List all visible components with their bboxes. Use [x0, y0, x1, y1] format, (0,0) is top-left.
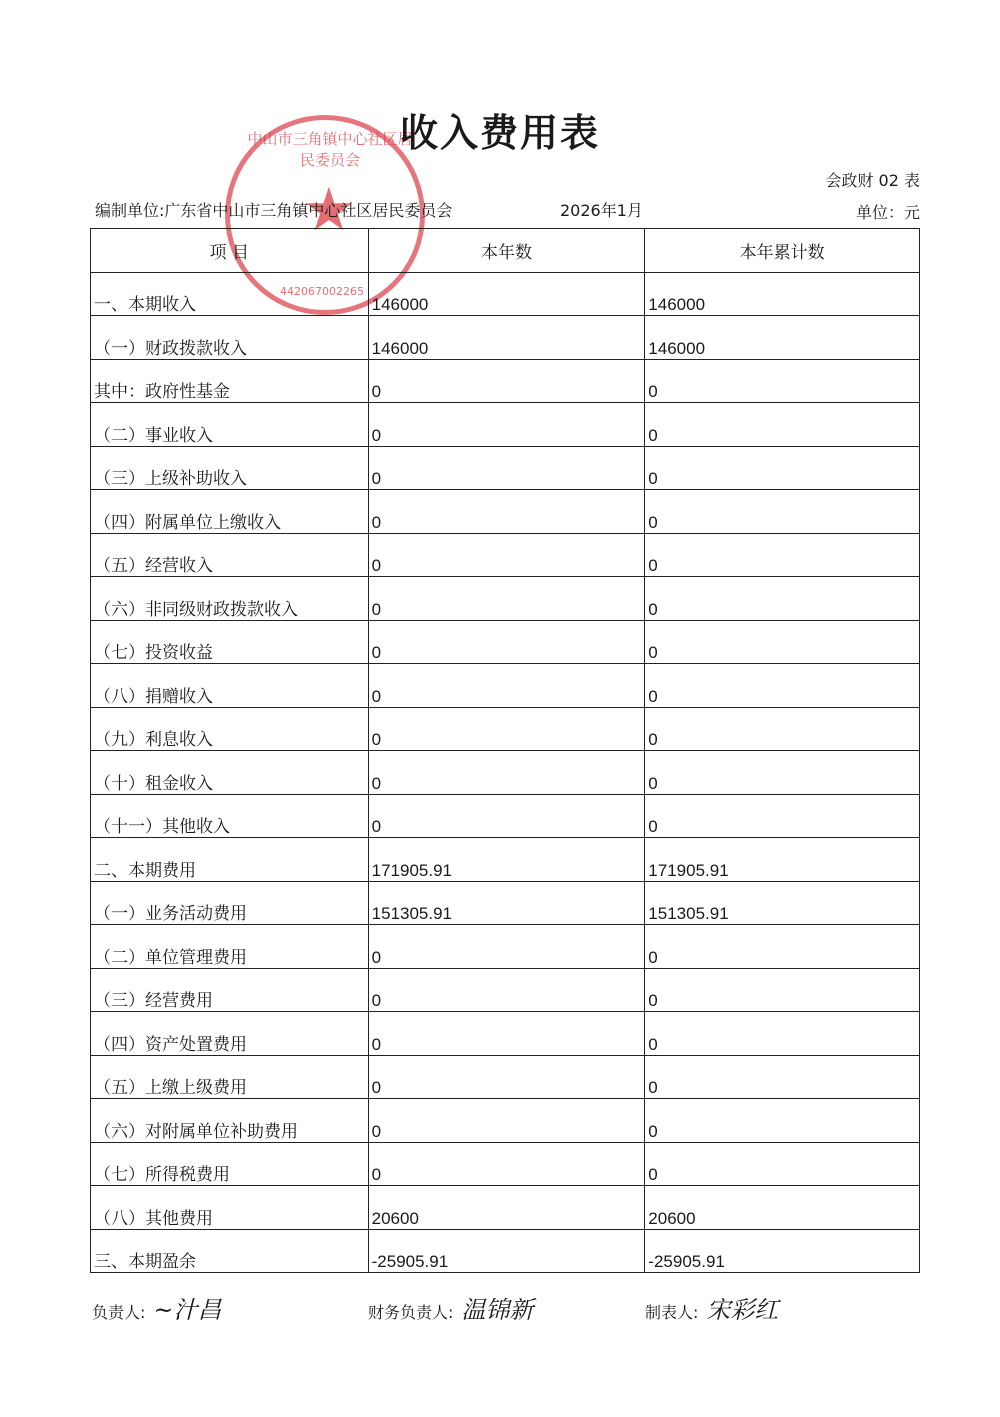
row-cumulative-value: 151305.91: [645, 881, 920, 925]
row-current-value: 0: [368, 446, 645, 490]
row-cumulative-value: 0: [645, 968, 920, 1012]
reporting-unit: 编制单位:广东省中山市三角镇中心社区居民委员会: [95, 201, 453, 220]
row-current-value: 20600: [368, 1186, 645, 1230]
row-item-label: （二）单位管理费用: [91, 925, 369, 969]
row-cumulative-value: 0: [645, 925, 920, 969]
row-item-label: （一）业务活动费用: [91, 881, 369, 925]
table-row: [91, 359, 920, 403]
row-current-value: 146000: [368, 316, 645, 360]
row-item-label: （三）上级补助收入: [91, 446, 369, 490]
row-item-label: 二、本期费用: [91, 838, 369, 882]
row-cumulative-value: 0: [645, 620, 920, 664]
row-item-label: （二）事业收入: [91, 403, 369, 447]
row-item-label: （五）上缴上级费用: [91, 1055, 369, 1099]
table-row: [91, 838, 920, 882]
table-row: [91, 925, 920, 969]
row-item-label: （八）捐赠收入: [91, 664, 369, 708]
row-cumulative-value: 146000: [645, 316, 920, 360]
row-current-value: 0: [368, 707, 645, 751]
table-row: [91, 1142, 920, 1186]
table-row: [91, 1186, 920, 1230]
row-current-value: 151305.91: [368, 881, 645, 925]
responsible-person: [92, 1290, 222, 1325]
row-cumulative-value: 0: [645, 359, 920, 403]
row-current-value: 0: [368, 664, 645, 708]
row-item-label: （八）其他费用: [91, 1186, 369, 1230]
table-row: [91, 664, 920, 708]
row-current-value: 0: [368, 1055, 645, 1099]
table-row: [91, 1099, 920, 1143]
table-row: [91, 1229, 920, 1273]
row-cumulative-value: 0: [645, 664, 920, 708]
star-icon: ★: [302, 175, 356, 245]
table-row: [91, 881, 920, 925]
row-current-value: 0: [368, 620, 645, 664]
row-item-label: 其中：政府性基金: [91, 359, 369, 403]
column-header-current: 本年数: [368, 229, 645, 273]
row-cumulative-value: 0: [645, 1142, 920, 1186]
row-current-value: 0: [368, 1012, 645, 1056]
row-item-label: （三）经营费用: [91, 968, 369, 1012]
form-code: 会政财 02 表: [825, 171, 920, 190]
table-row: [91, 968, 920, 1012]
finance-head: [368, 1290, 533, 1325]
row-current-value: 171905.91: [368, 838, 645, 882]
row-cumulative-value: 0: [645, 751, 920, 795]
finance-head-label: 财务负责人:: [368, 1303, 454, 1322]
row-current-value: 0: [368, 577, 645, 621]
row-cumulative-value: -25905.91: [645, 1229, 920, 1273]
row-item-label: 三、本期盈余: [91, 1229, 369, 1273]
table-row: [91, 533, 920, 577]
row-item-label: 一、本期收入: [91, 272, 369, 316]
row-item-label: （四）资产处置费用: [91, 1012, 369, 1056]
column-header-cumulative: 本年累计数: [645, 229, 920, 273]
finance-head-signature: 温锦新: [461, 1296, 534, 1324]
responsible-signature: ~汁昌: [153, 1296, 222, 1324]
row-current-value: 0: [368, 359, 645, 403]
row-cumulative-value: 0: [645, 490, 920, 534]
preparer-signature: 宋彩红: [706, 1296, 779, 1324]
table-row: [91, 794, 920, 838]
table-row: [91, 1055, 920, 1099]
seal-code: 442067002265: [280, 285, 364, 298]
currency-unit: 单位：元: [855, 203, 920, 222]
table-row: [91, 316, 920, 360]
column-header-item: 项 目: [91, 229, 369, 273]
row-cumulative-value: 0: [645, 1099, 920, 1143]
table-row: [91, 620, 920, 664]
responsible-label: 负责人:: [92, 1303, 146, 1322]
row-item-label: （五）经营收入: [91, 533, 369, 577]
row-cumulative-value: 0: [645, 577, 920, 621]
row-cumulative-value: 0: [645, 403, 920, 447]
row-current-value: 0: [368, 533, 645, 577]
row-item-label: （六）非同级财政拨款收入: [91, 577, 369, 621]
row-current-value: -25905.91: [368, 1229, 645, 1273]
table-row: [91, 1012, 920, 1056]
table-row: [91, 446, 920, 490]
row-current-value: 0: [368, 968, 645, 1012]
row-cumulative-value: 0: [645, 794, 920, 838]
income-expense-table: [90, 228, 920, 1273]
table-row: [91, 707, 920, 751]
seal-text: 中山市三角镇中心社区居民委员会: [247, 130, 413, 169]
row-cumulative-value: 171905.91: [645, 838, 920, 882]
row-item-label: （四）附属单位上缴收入: [91, 490, 369, 534]
row-item-label: （七）投资收益: [91, 620, 369, 664]
row-item-label: （十）租金收入: [91, 751, 369, 795]
row-current-value: 0: [368, 751, 645, 795]
table-row: [91, 577, 920, 621]
preparer: [645, 1290, 778, 1325]
row-cumulative-value: 0: [645, 1012, 920, 1056]
row-current-value: 0: [368, 925, 645, 969]
row-cumulative-value: 0: [645, 1055, 920, 1099]
row-current-value: 0: [368, 794, 645, 838]
row-current-value: 0: [368, 1099, 645, 1143]
row-item-label: （十一）其他收入: [91, 794, 369, 838]
row-current-value: 0: [368, 1142, 645, 1186]
row-current-value: 146000: [368, 272, 645, 316]
row-cumulative-value: 20600: [645, 1186, 920, 1230]
table-row: [91, 403, 920, 447]
row-item-label: （一）财政拨款收入: [91, 316, 369, 360]
row-current-value: 0: [368, 490, 645, 534]
row-cumulative-value: 146000: [645, 272, 920, 316]
document-title: 收入费用表: [399, 110, 600, 155]
reporting-period: 2026年1月: [560, 201, 643, 220]
row-cumulative-value: 0: [645, 533, 920, 577]
preparer-label: 制表人:: [645, 1303, 699, 1322]
table-header-row: [91, 229, 920, 273]
table-row: [91, 272, 920, 316]
row-item-label: （七）所得税费用: [91, 1142, 369, 1186]
row-item-label: （九）利息收入: [91, 707, 369, 751]
table-row: [91, 490, 920, 534]
row-cumulative-value: 0: [645, 446, 920, 490]
row-item-label: （六）对附属单位补助费用: [91, 1099, 369, 1143]
row-cumulative-value: 0: [645, 707, 920, 751]
table-row: [91, 751, 920, 795]
row-current-value: 0: [368, 403, 645, 447]
